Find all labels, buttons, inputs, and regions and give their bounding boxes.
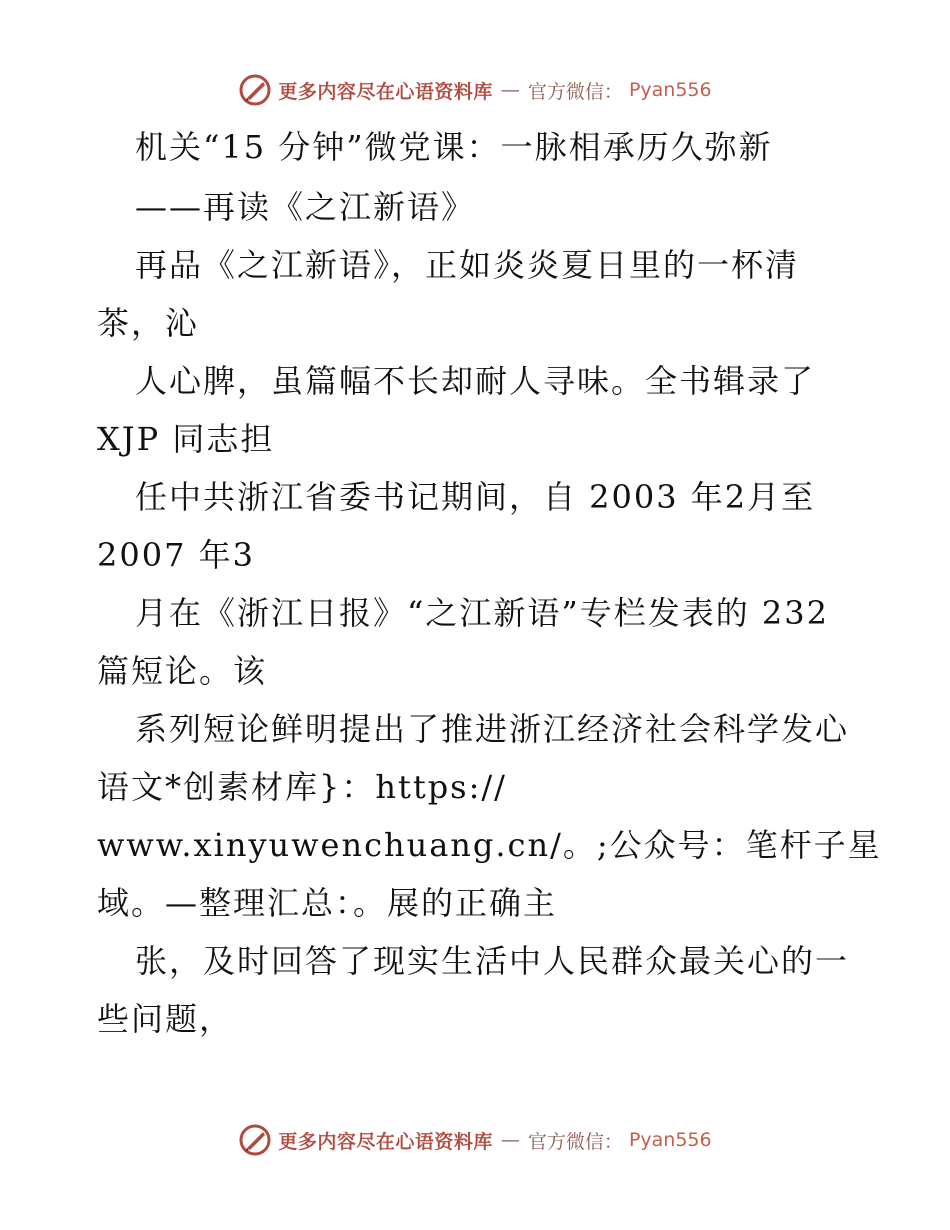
paragraph-line: 语文*创素材库}：https:// xyxy=(97,768,507,806)
document-subtitle: ——再读《之江新语》 xyxy=(135,188,476,226)
footer-banner-text: 更多内容尽在心语资料库 xyxy=(278,1130,493,1153)
document-title: 机关“15 分钟”微党课：一脉相承历久弥新 xyxy=(135,128,773,166)
paragraph-line: 再品《之江新语》，正如炎炎夏日里的一杯清 xyxy=(135,246,800,284)
paragraph-line: 篇短论。该 xyxy=(97,652,268,690)
footer-banner xyxy=(0,1120,950,1160)
paragraph-line: 任中共浙江省委书记期间，自 2003 年2月至 xyxy=(135,478,816,516)
quill-pen-logo-icon xyxy=(238,73,272,107)
footer-wechat-label: 官方微信： xyxy=(527,1130,623,1153)
paragraph-line: 茶，沁 xyxy=(97,304,200,342)
quill-pen-logo-icon xyxy=(238,1123,272,1157)
header-banner-text: 更多内容尽在心语资料库 xyxy=(278,80,493,103)
header-banner-inner xyxy=(238,73,711,107)
footer-banner-separator: — xyxy=(500,1129,520,1151)
header-banner-separator: — xyxy=(500,79,520,101)
paragraph-line: www.xinyuwenchuang.cn/。;公众号：笔杆子星 xyxy=(97,826,882,864)
paragraph-line: 系列短论鲜明提出了推进浙江经济社会科学发心 xyxy=(135,710,850,748)
header-wechat-id: Pyan556 xyxy=(628,79,712,101)
paragraph-line: 月在《浙江日报》“之江新语”专栏发表的 232 xyxy=(135,594,829,632)
paragraph-line: XJP 同志担 xyxy=(97,420,275,458)
footer-wechat-id: Pyan556 xyxy=(628,1129,712,1151)
header-wechat-label: 官方微信： xyxy=(527,80,623,103)
header-banner xyxy=(0,70,950,110)
paragraph-line: 域。—整理汇总：。展的正确主 xyxy=(97,884,558,922)
paragraph-line: 张，及时回答了现实生活中人民群众最关心的一 xyxy=(135,942,850,980)
paragraph-line: 些问题， xyxy=(97,1000,234,1038)
paragraph-line: 2007 年3 xyxy=(97,536,255,574)
paragraph-line: 人心脾，虽篇幅不长却耐人寻味。全书辑录了 xyxy=(135,362,816,400)
footer-banner-inner xyxy=(238,1123,711,1157)
